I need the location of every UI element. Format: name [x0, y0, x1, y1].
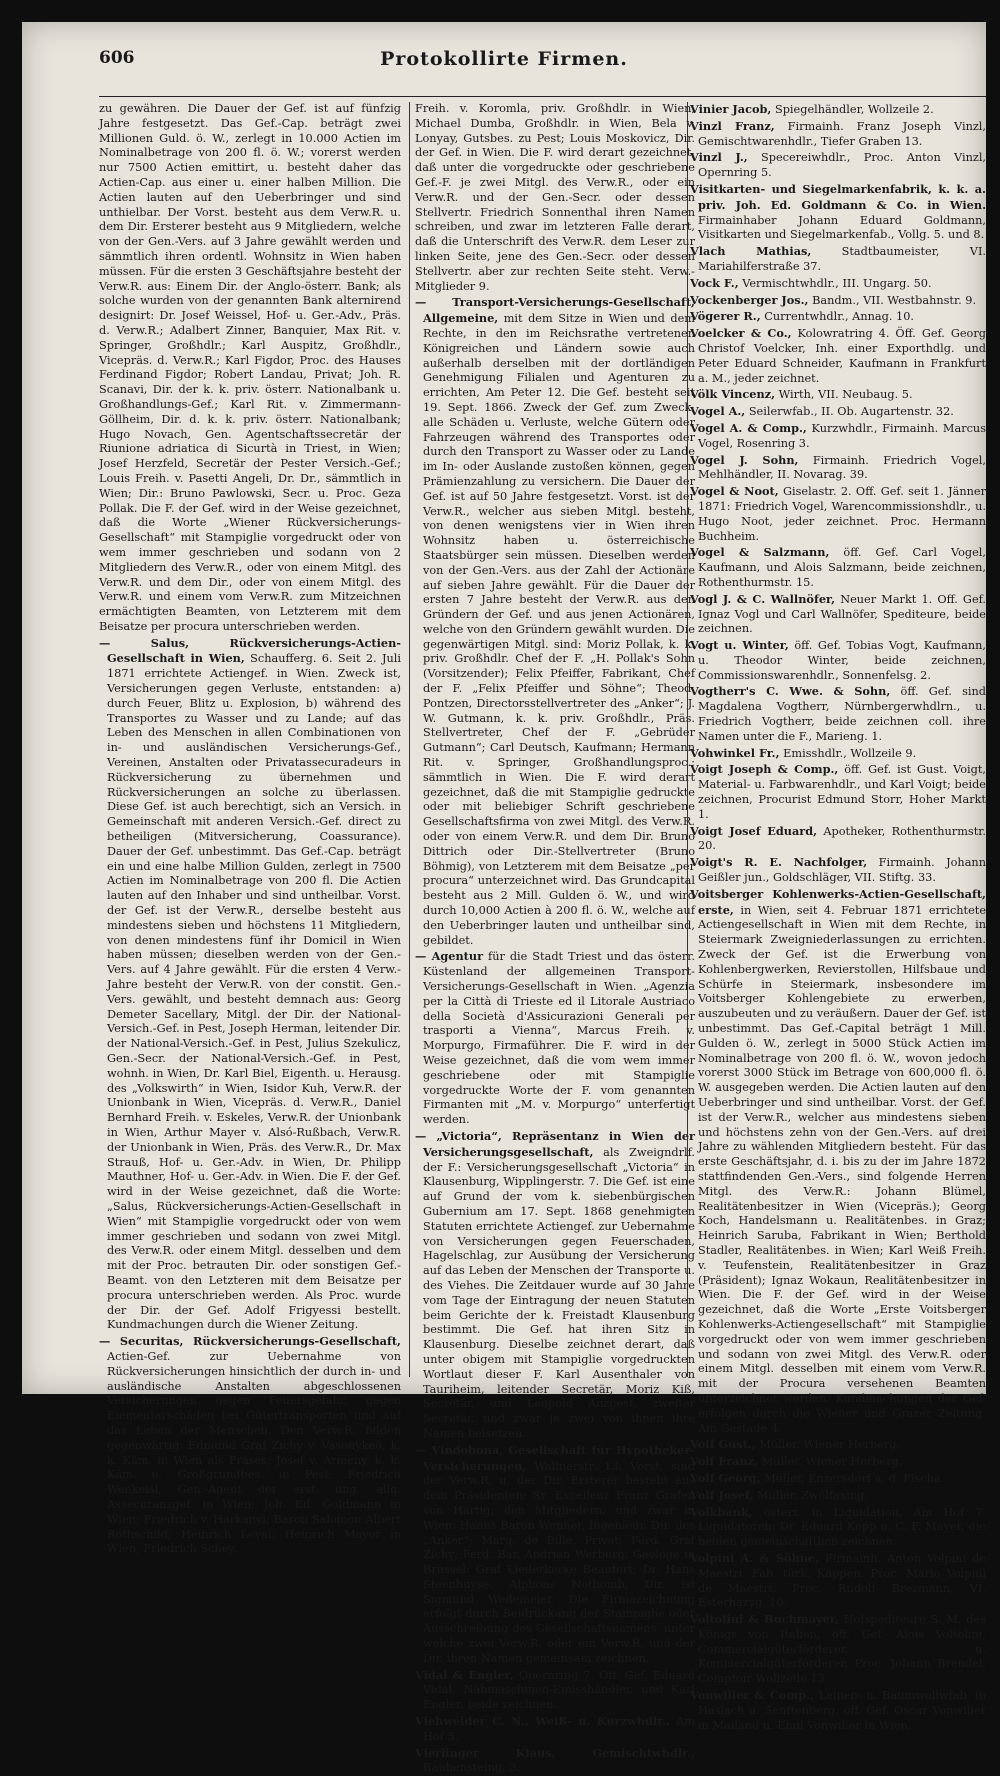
firm-entry: [99, 102, 401, 635]
firm-entry: [690, 293, 986, 309]
firm-details: Firmainh. Anton Volpini de Maestri, Fab. türk. Kappen, Proc. Mario Volpini de Maestri, Proc. Rudolf Brezmann, VI. Esterhazyg. 10.: [698, 1551, 986, 1610]
firm-name: Vogtherr's C. Wwe. & Sohn,: [690, 684, 891, 699]
page-number: 606: [99, 48, 135, 68]
firm-details: Leinen- u. Baumwollwfab. in Haslach u. Senftenberg, öff. Gef. Oscar Vonwiller in Mailand u. Emil Vonwiller in Wien,: [698, 1689, 987, 1732]
firm-name: Vinzl Franz,: [690, 118, 775, 133]
firm-details: Kurzwhdlr., Firmainh. Marcus Vogel, Rosenring 3.: [698, 421, 986, 450]
firm-entry: [415, 1668, 695, 1713]
firm-details: Müller, Zwölfaxing.: [756, 1488, 868, 1502]
firm-name: Volkbank,: [690, 1504, 753, 1519]
firm-name: Vogel & Salzmann,: [690, 545, 830, 560]
firm-details: Rauhensteing. 3.: [423, 1761, 521, 1775]
firm-details: Actien-Gef. zur Uebernahme von Rückversicherungen hinsichtlich der durch in- und ausländische Anstalten abgeschlossenen Versicherungen gegen Feuersgefahr, gegen Elementarschäden bei Gütertransporten und auf das Leben der Menschen. Den Verw.R. bilden gegenwärtig: Edmund Graf Zichy v. Vasonykeö, k. k. Käm. in Wien als Präses; Josef v. Armeny, k. k. Käm. u. Großgrundbes. in Pest; Friedrich Wenkeisl, Gen.-Agent der erst. ung. allg. Assecuranzgef. in Wien; Joh. Ed. Goldmann in Wien; Friedrich v. Harkanyi; Baron Salomon Albert Rothschild; Heinrich Levai; Heinrich Mayer in Wien; Friedrich Schey,: [107, 1349, 401, 1556]
firm-name: Vidal & Engler,: [415, 1667, 514, 1682]
firm-name: Vinier Jacob,: [690, 102, 772, 116]
firm-name: Voitsberger Kohlenwerks-Actien-Gesellschaft, erste,: [690, 886, 986, 917]
firm-details: in Wien, seit 4. Februar 1871 errichtete Actiengesellschaft in Wien mit dem Rechte, in Steiermark Zweigniederlassungen zu errichten. Zweck der Gef. ist die Erwerbung von Kohlenbergwerken, Revierstollen, Hilfsbaue und Schürfe in Steiermark, insbesondere im Voitsberger Kohlengebiete zu erwerben, auszubeuten und zu veräußern. Dauer der Gef. ist unbestimmt. Das Gef.-Capital beträgt 1 Mill. Gulden ö. W., zerlegt in 5000 Stück Actien im Nominalbetrage von 200 fl. ö. W., wovon jedoch vorerst 3000 Stück im Betrage von 600,000 fl. ö. W. ausgegeben werden. Die Actien lauten auf den Ueberbringer und sind untheilbar. Vorst. der Gef. ist der Verw.R., welcher aus mindestens sieben und höchstens zehn von der Gen.-Vers. auf drei Jahre zu wählenden Mitgliedern besteht. Für das erste Geschäftsjahr, d. i. bis zu der im Jahre 1872 stattfindenden Gen.-Vers., sind folgende Herren Mitgl. des Verw.R.: Johann Blümel, Realitätenbesitzer in Wien (Vicepräs.); Georg Koch, Handelsmann u. Realitätenbes. in Graz; Heinrich Saruba, Fabrikant in Wien; Berthold Stadler, Realitätenbes. in Wien; Karl Weiß Freih. v. Teufenstein, Realitätenbesitzer in Graz (Präsident); Ignaz Wokaun, Realitätenbesitzer in Wien. Die F. der Gef. wird in der Weise gezeichnet, daß die Worte „Erste Voitsberger Kohlenwerks-Actiengesellschaft“ mit Stampiglie vorgedruckt oder von wem immer geschrieben und sodann von zwei Mitgl. des Verw.R. oder einem Mitgl. desselben mit einem vom Verw.R. mit der Procura versehenen Beamten unterzeichnet werden. Kundmachungen der Gef. erfolgen durch die Wiener und Grazer Zeitung. Am Gestade 4.: [698, 903, 987, 1435]
firm-details: Specereiwhdlr., Proc. Anton Vinzl, Opernring 5.: [698, 151, 987, 180]
firm-details: Stadtbaumeister, VI. Mariahilferstraße 37.: [698, 245, 987, 273]
firm-entry: [690, 887, 986, 1436]
firm-entry: [690, 387, 986, 403]
firm-details: Firmainhaber Johann Eduard Goldmann, Visitkarten und Siegelmarkenfab., Vollg. 5. und 8.: [698, 213, 986, 242]
firm-entry: [690, 484, 986, 544]
firm-name: Vlach Mathias,: [690, 244, 812, 259]
firm-details: österr. in Liquidation, Am Hof 7. Liquidatoren: Dr. Eduard Kopp u. C. F. Mayer, die beiden gemeinschaftlich zeichnen.: [698, 1505, 986, 1549]
firm-entry: [690, 1505, 986, 1550]
firm-entry: [690, 762, 986, 822]
firm-name: Voigt Josef Eduard,: [690, 823, 818, 838]
firm-entry: [415, 102, 695, 294]
firm-details: Müller, Wiener Herberg.: [759, 1438, 901, 1452]
firm-name: Volf Georg,: [690, 1470, 761, 1485]
firm-name: Vogl J. & C. Wallnöfer,: [690, 591, 836, 606]
firm-entry: [690, 1612, 986, 1687]
firm-entry: [690, 1688, 986, 1733]
firm-details: Wallnerstr. 13. Vorst. sind der Verw.R. u. der Dir. Ersterer besteht aus dem Präsidenten: Sr. Excellenz Franz Grafen von Hartig; den Mitgliedern, und zwar in Wien: Hanns Baron Wenner, Ingenieur, Dir. des „Anker“; Marq. de Bille, Privat; Ferd. Graf Zichy; Ferd. Bar. Andrian Werburg, Geologe in Brüssel: Graf Liederkerke Beaufort; Dr. Hans Steenhuyse; Alphons Nothomb; Dir. ist Sigmund Wedemeier. Die Firmazeichnung erfolgt durch Beidrückung der Stampiglie oder Ausschreibung des Gesellschaftsnamens, unter welche zwei Verw.R. oder ein Verw.R. und der Dir. ihren Namen gemeinsam zeichnen.: [423, 1459, 696, 1665]
firm-details: Müller, Wiener Herberg.: [761, 1455, 903, 1469]
firm-details: Currentwhdlr., Annag. 10.: [764, 310, 915, 324]
firm-details: Kolowratring 4. Öff. Gef. Georg Christof Voelcker, Inh. einer Exporthdlg. und Peter Eduard Schneider, Kaufmann in Frankfurt a. M., jeder zeichnet.: [698, 327, 986, 385]
firm-entry: [690, 404, 986, 420]
firm-entry: [99, 1334, 401, 1557]
firm-entry: [690, 276, 986, 292]
firm-name: Volf Franz,: [690, 1454, 759, 1469]
firm-entry: [690, 244, 986, 275]
firm-details: Bandm., VII. Westbahnstr. 9.: [812, 293, 977, 307]
firm-entry: [415, 1129, 695, 1442]
firm-details: öff. Gef. sind Magdalena Vogtherr, Nürnbergerwhdlrn., u. Friedrich Vogtherr, beide zeichnen coll. ihre Namen unter die F., Marieng. 1.: [698, 685, 986, 743]
firm-entry: [690, 326, 986, 386]
firm-details: öff. Gef. Carl Vogel, Kaufmann, und Alois Salzmann, beide zeichnen, Rothenthurmstr. 15.: [698, 546, 987, 589]
firm-details: Firmainh. Franz Joseph Vinzl, Gemischtwarenhdlr., Tiefer Graben 13.: [698, 119, 986, 148]
firm-entry: [99, 636, 401, 1333]
firm-name: Vogel J. Sohn,: [690, 452, 799, 467]
firm-entry: [690, 309, 986, 325]
firm-entry: [690, 1454, 986, 1470]
firm-entry: [690, 824, 986, 855]
firm-name: Vögerer R.,: [690, 309, 761, 324]
column-middle: [415, 102, 696, 1775]
column-divider-left: [409, 102, 410, 1377]
firm-name: Volf Gust.,: [690, 1437, 756, 1452]
firm-details: öff. Gef. ist Gust. Voigt, Material- u. Farbwarenhdlr., und Karl Voigt; beide zeichnen, Procurist Edmund Storr, Hoher Markt 1.: [698, 763, 986, 821]
firm-name: — „Victoria“, Repräsentanz in Wien der Versicherungsgesellschaft,: [415, 1128, 695, 1159]
page-header: [22, 48, 986, 78]
firm-details: Hofspediteure S. M. des Königs von Italien, öff. Gef. Alois Voltolini, Commercialgüterförderer, u. Kommercialgüterförderer, Proc. Johann Brendel, Comptoir Wollzeile 15.: [698, 1613, 987, 1686]
firm-name: Vogel A.,: [690, 404, 746, 419]
firm-name: Vogt u. Winter,: [690, 638, 789, 653]
firm-details: Müller, Enzersdorf a. d. Fischa.: [764, 1471, 945, 1485]
page-title: Protokollirte Firmen.: [380, 48, 628, 70]
firm-details: Seilerwfab., II. Ob. Augartenstr. 32.: [748, 405, 954, 419]
firm-name: Vock F.,: [690, 275, 739, 290]
firm-details: für die Stadt Triest und das österr. Küstenland der allgemeinen Transport-Versicherungs-Gesellschaft in Wien. „Agenzia per la Città di Trieste ed il Litorale Austriaco della Società d'Assicurazioni Generali per trasporti a Vienna“, Marcus Freih. v. Morpurgo, Firmaführer. Die F. wird in der Weise gezeichnet, daß die vom wem immer geschriebene oder mit Stampiglie vorgedruckte Worte der F. vom genannten Firmanten mit „M. v. Morpurgo“ unterfertigt werden.: [423, 950, 696, 1127]
firm-details: Emisshdlr., Wollzeile 9.: [783, 746, 917, 760]
firm-entry: [690, 182, 986, 243]
firm-entry: [415, 1714, 695, 1745]
firm-name: Volf Josef,: [690, 1487, 754, 1502]
firm-entry: [415, 1746, 695, 1776]
firm-entry: [690, 1551, 986, 1611]
firm-name: — Salus, Rückversicherungs-Actien-Gesellschaft in Wien,: [99, 635, 401, 666]
firm-entry: [690, 453, 986, 484]
firm-details: Giselastr. 2. Off. Gef. seit 1. Jänner 1871: Friedrich Vogel, Warencommissionshdlr., u. Hugo Noot, jeder zeichnet. Proc. Hermann Buchheim.: [698, 485, 987, 543]
firm-entry: [415, 949, 695, 1128]
firm-details: Schaufferg. 6. Seit 2. Juli 1871 errichtete Actiengef. in Wien. Zweck ist, Versicherungen gegen Verluste, entstanden: a) durch Feuer, Blitz u. Explosion, b) während des Transportes zu Wasser und zu Lande; auf das Leben des Menschen in allen Combinationen von in- und ausländischen Versicherungs-Gef., Vereinen, Anstalten oder Privatassecuradeurs in Rückversicherung zu übernehmen und Rückversicherungen an solche zu überlassen. Diese Gef. ist auch berechtigt, sich an Versich. in Gemeinschaft mit anderen Versich.-Gef. direct zu betheiligen (Mitversicherung, Coassurance). Dauer der Gef. unbestimmt. Das Gef.-Cap. beträgt ein und eine halbe Million Gulden, zerlegt in 7500 Actien im Nominalbetrage von 200 fl. Die Actien lauten auf den Inhaber und sind untheilbar. Vorst. der Gef. ist der Verw.R., derselbe besteht aus mindestens sieben und höchstens 11 Mitgliedern, von denen mindestens fünf ihr Domicil in Wien haben müssen; dieselben werden von der Gen.-Vers. auf 4 Jahre gewählt. Für die ersten 4 Verw.-Jahre besteht der Verw.R. von der constit. Gen.-Vers. gewählt, und besteht demnach aus: Georg Demeter Sacellary, Mitgl. der Dir. der National-Versich.-Gef. in Pest, Joseph Herman, leitender Dir. der National-Versich.-Gef. in Pest, Julius Szekulicz, Gen.-Secr. der National-Versich.-Gef. in Pest, wohnh. in Wien, Dr. Karl Biel, Eigenth. u. Herausg. des „Volkswirth“ in Wien, Isidor Kuh, Verw.R. der Unionbank in Wien, Vicepräs. d. Verw.R., Daniel Bernhard Freih. v. Eskeles, Verw.R. der Unionbank in Wien, Arthur Mayer v. Alsó-Rußbach, Verw.R. der Unionbank in Wien, Präs. des Verw.R., Dr. Max Strauß, Hof- u. Ger.-Adv. in Wien, Dr. Philipp Mauthner, Hof- u. Ger.-Adv. in Wien. Die F. der Gef. wird in der Weise gezeichnet, daß die Worte: „Salus, Rückversicherungs-Actien-Gesellschaft in Wien“ mit Stampiglie vorgedruckt oder von wem immer geschrieben und sodann von zwei Mitgl. des Verw.R. oder einem Mitgl. desselben und dem mit der Proc. betrauten Dir. oder sonstigen Gef.-Beamt. von den Letzteren mit dem Beisatze per procura unterschrieben werden. Als Proc. wurde der Dir. der Gef. Adolf Frigyessi bestellt. Kundmachungen durch die Wiener Zeitung.: [107, 652, 401, 1332]
firm-entry: [690, 119, 986, 150]
header-rule: [99, 96, 986, 97]
column-left: [99, 102, 401, 1556]
firm-name: Volpini A. & Söhne,: [690, 1550, 820, 1565]
firm-details: Neuer Markt 1. Off. Gef. Ignaz Vogl und Carl Wallnöfer, Spediteure, beide zeichnen.: [698, 592, 987, 636]
firm-details: als Zweigndrlf. der F.: Versicherungsgesellschaft „Victoria“ in Klausenburg, Wipplingerstr. 7. Die Gef. ist eine auf Grund der vom k. siebenbürgischen Gubernium am 17. Sept. 1868 genehmigten Statuten errichtete Actiengef. zur Uebernahme von Versicherungen gegen Feuerschaden, Hagelschlag, zur Ausübung der Versicherung auf das Leben der Menschen der Transporte u. des Viehes. Die Zeitdauer wurde auf 30 Jahre vom Tage der Eintragung der neuen Statuten beim Gerichte der k. Freistadt Klausenburg bestimmt. Die Gef. hat ihren Sitz in Klausenburg. Dieselbe zeichnet derart, daß unter obigem mit Stampiglie vorgedruckten Wortlaut dieser F. Karl Ausenthaler von Tauriheim, leitender Secretär, Moriz Kiß, Secretär, und Leopold Anzgest, zweiter Secretär, und zwar je zwei von ihnen ihre Namen beisetzen.: [423, 1145, 695, 1440]
firm-entry: [690, 1471, 986, 1487]
firm-details: Freih. v. Koromla, priv. Großhdlr. in Wien, Michael Dumba, Großhdlr. in Wien, Bela v. Lonyay, Gutsbes. zu Pest; Louis Moskovicz, Dir. der Gef. in Wien. Die F. wird derart gezeichnet, daß unter die vorgedruckte oder geschriebene Gef.-F. je zwei Mitgl. des Verw.R., oder ein Verw.R. und der Gen.-Secr. oder dessen Stellvertr. Friedrich Sonnenthal ihren Namen schreiben, und zwar im letzteren Falle derart, daß die Unterschrift des Verw.R. dem Leser zur linken Seite, jene des Gen.-Secr. oder dessen Stellvertr. aber zur rechten Seite steht. Verw.-Mitglieder 9.: [415, 102, 695, 293]
firm-entry: [690, 592, 986, 637]
firm-details: Wirth, VII. Neubaug. 5.: [778, 388, 913, 402]
firm-entry: [690, 545, 986, 590]
firm-name: Vonwiller & Comp.,: [690, 1688, 814, 1703]
document-page: [22, 22, 987, 1775]
firm-entry: [415, 1443, 695, 1667]
firm-details: öff. Gef. Tobias Vogt, Kaufmann, u. Theodor Winter, beide zeichnen, Commissionswarenhdlr., Sonnenfelsg. 2.: [698, 639, 986, 682]
firm-name: Völk Vincenz,: [690, 387, 776, 402]
firm-name: Voigt Joseph & Comp.,: [690, 762, 839, 777]
firm-name: Vogel A. & Comp.,: [690, 420, 807, 435]
firm-entry: [690, 102, 986, 118]
firm-entry: [690, 1437, 986, 1453]
firm-entry: [690, 746, 986, 762]
firm-details: Firmainh. Johann Geißler jun., Goldschläger, VII. Stiftg. 33.: [698, 856, 986, 885]
firm-name: Vohwinkel Fr.,: [690, 745, 780, 760]
firm-name: Vierlinger Klaus, Gemischtwhdlr.,: [415, 1745, 695, 1760]
firm-details: Firmainh. Friedrich Vogel, Mehlhändler, II. Novarag. 39.: [698, 453, 986, 482]
firm-entry: [690, 638, 986, 683]
firm-name: Voigt's R. E. Nachfolger,: [690, 855, 868, 870]
firm-name: Visitkarten- und Siegelmarkenfabrik, k. k. a. priv. Joh. Ed. Goldmann & Co. in Wien.: [690, 181, 986, 212]
firm-entry: [415, 295, 695, 948]
firm-details: Am Hof 5.: [423, 1715, 695, 1743]
firm-entry: [690, 150, 986, 181]
firm-details: Spiegelhändler, Wollzeile 2.: [774, 103, 934, 116]
firm-entry: [690, 855, 986, 886]
firm-name: — Agentur: [415, 949, 484, 964]
firm-details: mit dem Sitze in Wien und dem Rechte, in den im Reichsrathe vertretenen Königreichen und Ländern sowie auch außerhalb derselben mit der dortländigen Genehmigung Filialen und Agenturen zu errichten, Am Peter 12. Die Gef. besteht seit 19. Sept. 1866. Zweck der Gef. zum Zweck, alle Schäden u. Verluste, welche Gütern oder Fahrzeugen während des Transportes oder durch den Transport zu Wasser oder zu Lande im In- oder Auslande zustoßen können, gegen Prämienzahlung zu versichern. Die Dauer der Gef. ist auf 50 Jahre festgesetzt. Vorst. ist der Verw.R., welcher aus sieben Mitgl. besteht, von denen wenigstens vier in Wien ihren Wohnsitz haben u. österreichische Staatsbürger sein müssen. Dieselben werden von der Gen.-Vers. aus der Zahl der Actionäre auf sieben Jahre gewählt. Für die Dauer der ersten 7 Jahre besteht der Verw.R. aus den Gründern der Gef. und aus jenen Actionären, welche von den Gründern gewählt wurden. Die gegenwärtigen Mitgl. sind: Moriz Pollak, k. k. priv. Großhdlr. Chef der F. „H. Pollak's Sohn (Vorsitzender); Felix Pfeiffer, Fabrikant, Chef der F. „Felix Pfeiffer und Söhne“; Theod. Pontzen, Directorsstellvertreter des „Anker“; J. W. Gutmann, k. k. priv. Großhdlr., Präs. Stellvertreter, Chef der F. „Gebrüder Gutmann“; Carl Deutsch, Kaufmann; Hermann Rit. v. Springer, Großhandlungsproc.; sämmtlich in Wien. Die F. wird derart gezeichnet, daß die mit Stampiglie gedruckte oder mit beliebiger Schrift geschriebene Gesellschaftsfirma von zwei Mitgl. des Verw.R. oder von einem Verw.R. und dem Dir. Bruno Dittrich oder Dir.-Stellvertreter (Bruno Böhmig), von Letzterem mit dem Beisatze „per procura“ unterzeichnet wird. Das Grundcapital besteht aus 2 Mill. Gulden ö. W., und wird durch 10,000 Actien à 200 fl. ö. W., welche auf den Ueberbringer lauten und untheilbar sind, gebildet.: [423, 312, 695, 947]
column-divider-right: [687, 102, 688, 1377]
firm-name: Vockenberger Jos.,: [690, 292, 809, 307]
firm-details: zu gewähren. Die Dauer der Gef. ist auf fünfzig Jahre festgesetzt. Das Gef.-Cap. beträgt zwei Millionen Guld. ö. W., zerlegt in 10.000 Actien im Nominalbetrage von 200 fl. ö. W.; vorerst werden nur 7500 Actien emittirt, u. besteht daher das Actien-Cap. aus einer u. einer halben Million. Die Actien lauten auf den Ueberbringer und sind unthielbar. Der Vorst. besteht aus dem Verw.R. u. dem Dir. Ersterer besteht aus 9 Mitgliedern, welche von der Gen.-Vers. auf 3 Jahre gewählt werden und sämmtlich ihren ordentl. Wohnsitz in Wien haben müssen. Für die ersten 3 Geschäftsjahre besteht der Verw.R. aus: Einem Dir. der Anglo-österr. Bank; als solche wurden von der genannten Bank alternirend designirt: Dr. Josef Weissel, Hof- u. Ger.-Adv., Präs. d. Verw.R.; Adalbert Zinner, Banquier, Max Rit. v. Springer, Großhdlr.; Karl Auspitz, Großhdlr., Vicepräs. d. Verw.R.; Karl Figdor, Proc. des Hauses Ferdinand Figdor; Robert Landau, Privat; Joh. R. Scanavi, Dir. der k. k. priv. österr. Nationalbank u. Großhandlungs-Gef.; Karl Rit. v. Zimmermann-Göllheim, Dir. d. k. k. priv. österr. Nationalbank; Hugo Novach, Gen. Agentschaftssecretär der Riunione adriatica di Sicurtà in Triest, in Wien; Josef Herzfeld, Secretär der Pester Versich.-Gef.; Louis Freih. v. Pasetti Angeli, Dr. Dr., sämmtlich in Wien; Dir.: Bruno Pawlowski, Secr. u. Proc. Geza Pollak. Die F. der Gef. wird in der Weise gezeichnet, daß die Worte „Wiener Rückversicherungs-Gesellschaft“ mit Stampiglie vorgedruckt oder von wem immer geschrieben und sodann von 2 Mitgliedern des Verw.R., oder von einem Mitgl. des Verw.R. und dem Dir., oder von einem Mitgl. des Verw.R. und einem vom Verw.R. zum Mitzeichnen ermächtigten Beamten, von Letzterem mit dem Beisatze per procura unterschrieben werden.: [99, 102, 401, 633]
firm-entry: [690, 684, 986, 744]
firm-name: Vinzl J.,: [690, 150, 748, 165]
firm-name: — Transport-Versicherungs-Gesellschaft, Allgemeine,: [415, 295, 695, 326]
firm-entry: [690, 1488, 986, 1504]
firm-name: — Securitas, Rückversicherungs-Gesellschaft,: [99, 1334, 401, 1349]
firm-details: Vermischtwhdlr., III. Ungarg. 50.: [742, 276, 932, 290]
firm-name: Viehweider C. N., Weiß- u. Kurzwhdlr.,: [415, 1714, 670, 1729]
firm-entry: [690, 421, 986, 452]
column-right: [690, 102, 987, 1732]
firm-name: Voelcker & Co.,: [690, 326, 792, 341]
firm-name: Voltolini & Buchmayer,: [690, 1612, 839, 1627]
firm-name: — Vindobona, Gesellschaft für Hypotheker-Versicherungen,: [415, 1442, 695, 1473]
firm-details: Apotheker, Rothenthurmstr. 20.: [698, 824, 986, 853]
firm-details: Opernring 7. Off. Gef. Eduard Vidal, Nähmaschinen-Emisshändler, und Karl Engler, beide zeichnen.: [423, 1668, 695, 1712]
firm-name: Vogel & Noot,: [690, 484, 779, 499]
